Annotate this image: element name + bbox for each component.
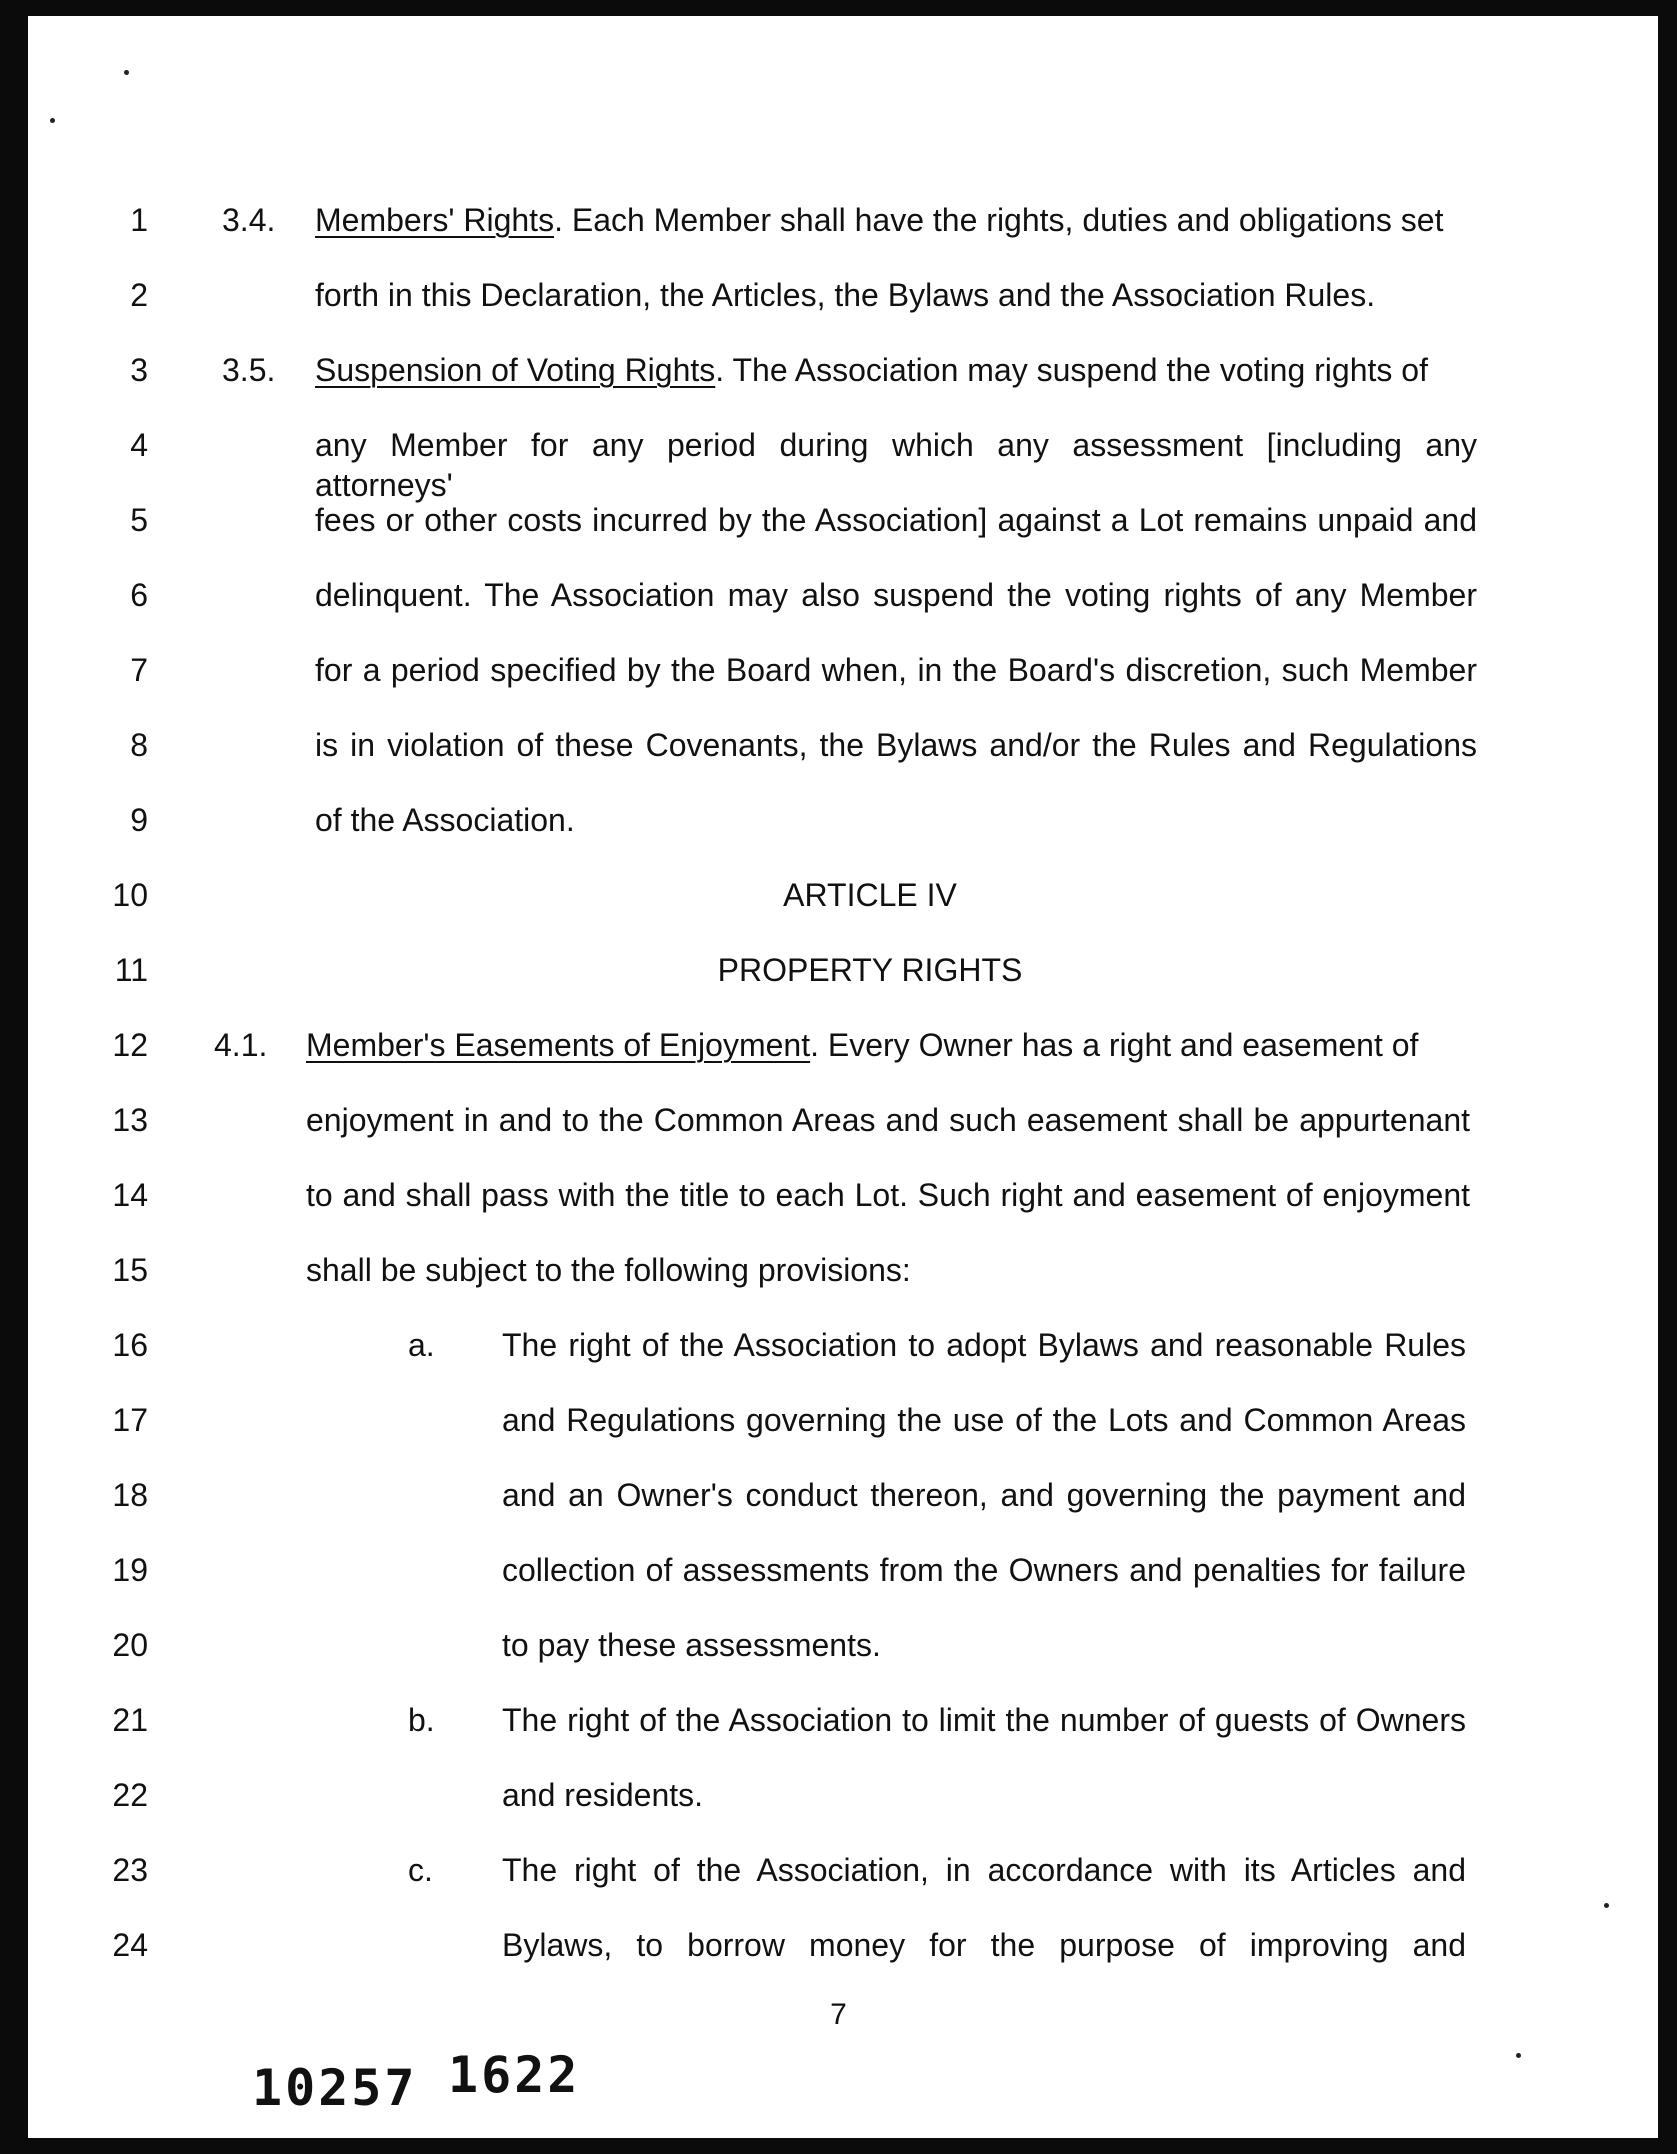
- line-number: 9: [130, 802, 148, 838]
- line-number: 17: [112, 1402, 148, 1438]
- line-number: 6: [130, 577, 148, 613]
- section-heading: Suspension of Voting Rights: [315, 352, 716, 388]
- line-number: 22: [112, 1777, 148, 1813]
- section-line: [315, 200, 1443, 240]
- line-number: 8: [130, 727, 148, 763]
- line-number: 18: [112, 1477, 148, 1513]
- section-line: [315, 350, 1428, 390]
- section-text: . Every Owner has a right and easement of: [810, 1027, 1419, 1063]
- section-line: fees or other costs incurred by the Association] against a Lot remains unpaid and: [315, 502, 1477, 538]
- line-number: 1: [130, 202, 148, 238]
- line-number: 20: [112, 1627, 148, 1663]
- line-number: 10: [112, 877, 148, 913]
- provision-line: The right of the Association to adopt Bylaws and reasonable Rules: [502, 1327, 1466, 1363]
- section-line: to and shall pass with the title to each Lot. Such right and easement of enjoyment: [306, 1177, 1470, 1213]
- provision-line: Bylaws, to borrow money for the purpose of improving and: [502, 1927, 1466, 1963]
- section-line: of the Association.: [315, 802, 575, 838]
- section-line: is in violation of these Covenants, the Bylaws and/or the Rules and Regulations: [315, 727, 1477, 763]
- section-line: forth in this Declaration, the Articles, the Bylaws and the Association Rules.: [315, 277, 1376, 313]
- recording-book-number: 10257: [252, 2059, 418, 2117]
- line-number: 13: [112, 1102, 148, 1138]
- section-number: 4.1.: [214, 1027, 268, 1063]
- provision-label: c.: [408, 1852, 433, 1888]
- scan-speck: [1516, 2053, 1521, 2058]
- line-number: 7: [130, 652, 148, 688]
- section-number: 3.4.: [222, 202, 276, 238]
- line-number: 16: [112, 1327, 148, 1363]
- scan-speck: [124, 70, 129, 75]
- section-text: . The Association may suspend the voting rights of: [715, 352, 1428, 388]
- article-title: ARTICLE IV: [783, 877, 957, 913]
- provision-line: to pay these assessments.: [502, 1627, 881, 1663]
- provision-line: and an Owner's conduct thereon, and governing the payment and: [502, 1477, 1466, 1513]
- section-line: shall be subject to the following provisions:: [306, 1252, 911, 1288]
- line-number: 15: [112, 1252, 148, 1288]
- section-line: enjoyment in and to the Common Areas and such easement shall be appurtenant: [306, 1102, 1470, 1138]
- provision-label: a.: [408, 1327, 435, 1363]
- provision-line: and Regulations governing the use of the Lots and Common Areas: [502, 1402, 1466, 1438]
- line-number: 14: [112, 1177, 148, 1213]
- provision-line: The right of the Association to limit the number of guests of Owners: [502, 1702, 1466, 1738]
- page-number: 7: [830, 1998, 847, 2031]
- provision-label: b.: [408, 1702, 435, 1738]
- provision-line: and residents.: [502, 1777, 704, 1813]
- line-number: 19: [112, 1552, 148, 1588]
- section-line: delinquent. The Association may also suspend the voting rights of any Member: [315, 577, 1477, 613]
- section-number: 3.5.: [222, 352, 276, 388]
- document-page: [28, 16, 1658, 2138]
- line-number: 2: [130, 277, 148, 313]
- section-line: any Member for any period during which any assessment [including any attorneys': [315, 427, 1477, 503]
- scan-speck: [1604, 1903, 1609, 1908]
- line-number: 12: [112, 1027, 148, 1063]
- line-number: 3: [130, 352, 148, 388]
- section-line: for a period specified by the Board when, in the Board's discretion, such Member: [315, 652, 1477, 688]
- line-number: 24: [112, 1927, 148, 1963]
- scan-speck: [50, 118, 55, 123]
- article-subtitle: PROPERTY RIGHTS: [717, 952, 1023, 988]
- line-number: 23: [112, 1852, 148, 1888]
- line-number: 21: [112, 1702, 148, 1738]
- section-heading: Member's Easements of Enjoyment: [306, 1027, 811, 1063]
- section-heading: Members' Rights: [315, 202, 555, 238]
- line-number: 11: [114, 952, 148, 988]
- line-number: 4: [130, 427, 148, 463]
- provision-line: collection of assessments from the Owners and penalties for failure: [502, 1552, 1466, 1588]
- line-number: 5: [130, 502, 148, 538]
- provision-line: The right of the Association, in accordance with its Articles and: [502, 1852, 1466, 1888]
- section-text: . Each Member shall have the rights, duties and obligations set: [554, 202, 1444, 238]
- section-line: [306, 1025, 1418, 1065]
- recording-page-number: 1622: [448, 2046, 581, 2104]
